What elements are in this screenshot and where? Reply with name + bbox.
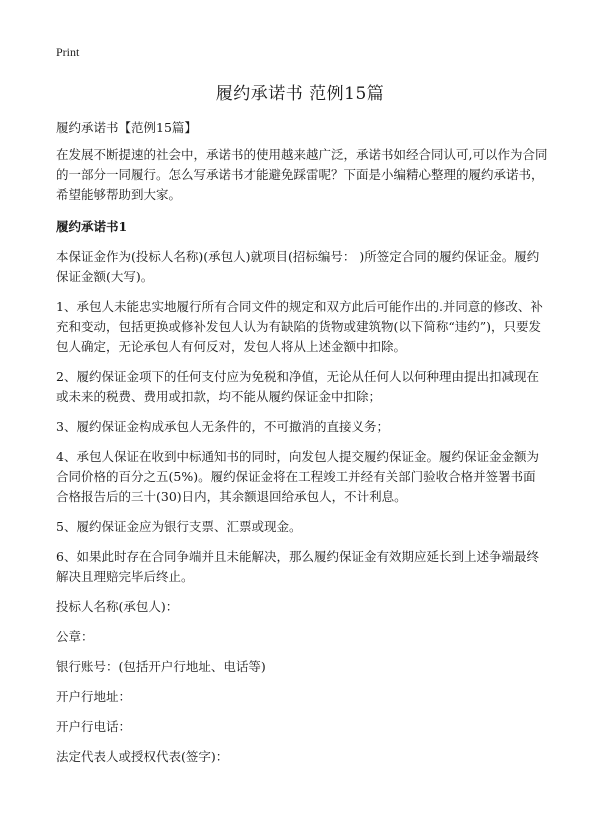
clause-paragraph: 2、履约保证金项下的任何支付应为免税和净值，无论从任何人以何种理由提出扣减现在或未来的税费、费用或扣款，均不能从履约保证金中扣除；: [56, 369, 539, 404]
clause-paragraph: 6、如果此时存在合同争端并且未能解决，那么履约保证金有效期应延长到上述争端最终解决且理赔完毕后终止。: [56, 549, 539, 584]
signature-field-bidder: 投标人名称(承包人)：: [56, 599, 179, 614]
signature-field-seal: 公章：: [56, 629, 94, 644]
clause-paragraph: 4、承包人保证在收到中标通知书的同时，向发包人提交履约保证金。履约保证金金额为合同价格的百分之五(5%)。履约保证金将在工程竣工并经有关部门验收合格并签署书面合格报告后的三十(30)日内，其余额退回给承包人，不计利息。: [56, 449, 539, 504]
signature-field-bank-address: 开户行地址：: [56, 689, 132, 704]
document-title: 履约承诺书 范例15篇: [215, 84, 385, 104]
signature-field-bank-phone: 开户行电话：: [56, 719, 132, 734]
clause-paragraph: 5、履约保证金应为银行支票、汇票或现金。: [56, 519, 302, 534]
document-body: [56, 118, 548, 777]
signature-field-representative: 法定代表人或授权代表(签字)：: [56, 749, 229, 764]
intro-paragraph: 在发展不断提速的社会中，承诺书的使用越来越广泛，承诺书如经合同认可,可以作为合同的一部分一同履行。怎么写承诺书才能避免踩雷呢？下面是小编精心整理的履约承诺书，希望能够帮助到大家。: [56, 147, 548, 202]
section-heading: 履约承诺书1: [56, 219, 128, 234]
clause-paragraph: 1、承包人未能忠实地履行所有合同文件的规定和双方此后可能作出的.并同意的修改、补充和变动，包括更换或修补发包人认为有缺陷的货物或建筑物(以下简称“违约”)，只要发包人确定，无论承包人有何反对，发包人将从上述金额中扣除。: [56, 299, 543, 354]
document-subtitle: 履约承诺书【范例15篇】: [56, 120, 197, 135]
print-link[interactable]: Print: [56, 45, 80, 59]
signature-field-bank-account: 银行账号：(包括开户行地址、电话等): [56, 659, 266, 674]
clause-paragraph: 3、履约保证金构成承包人无条件的，不可撤消的直接义务；: [56, 419, 389, 434]
opening-paragraph: 本保证金作为(投标人名称)(承包人)就项目(招标编号： )所签定合同的履约保证金。履约保证金额(大写)。: [56, 249, 540, 284]
